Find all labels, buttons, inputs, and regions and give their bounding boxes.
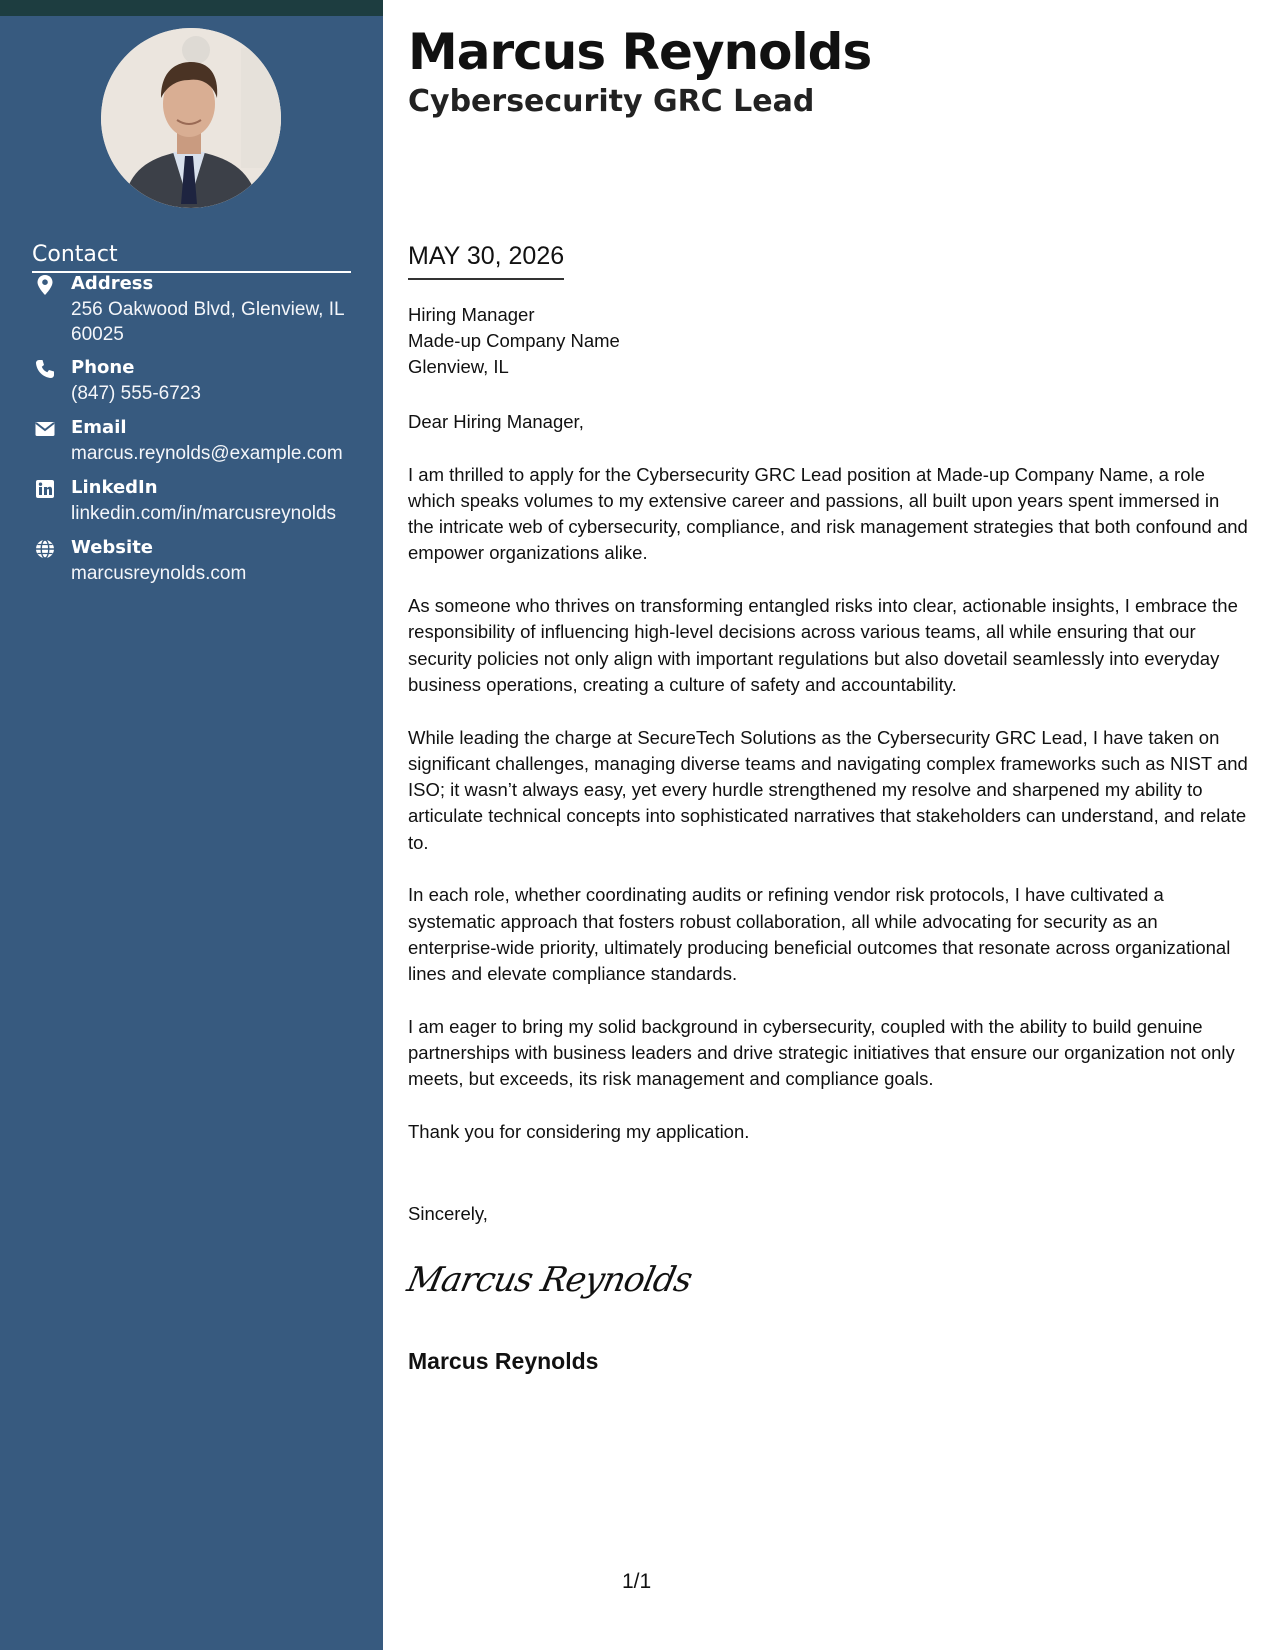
contact-label: Address [71, 273, 154, 294]
letter-paragraph: Thank you for considering my application. [408, 1121, 750, 1143]
letter-date: MAY 30, 2026 [408, 240, 564, 280]
recipient-block [408, 302, 620, 380]
signature: Marcus Reynolds [403, 1260, 696, 1300]
contact-label: Email [71, 417, 127, 438]
phone-value: (847) 555-6723 [71, 383, 201, 404]
applicant-name: Marcus Reynolds [408, 23, 872, 81]
top-accent-bar [0, 0, 383, 16]
contact-heading: Contact [32, 242, 118, 267]
letter-content [408, 409, 1248, 1172]
sidebar [0, 16, 383, 1650]
globe-icon [34, 538, 56, 560]
applicant-title: Cybersecurity GRC Lead [408, 84, 815, 119]
recipient-line: Glenview, IL [408, 356, 509, 377]
page-number: 1/1 [622, 1570, 652, 1593]
signer-name: Marcus Reynolds [408, 1348, 599, 1374]
email-value[interactable]: marcus.reynolds@example.com [71, 443, 343, 464]
contact-label: Phone [71, 357, 135, 378]
envelope-icon [34, 418, 56, 440]
recipient-line: Hiring Manager [408, 304, 535, 325]
linkedin-value[interactable]: linkedin.com/in/marcusreynolds [71, 503, 337, 524]
salutation: Dear Hiring Manager, [408, 411, 584, 432]
letter-paragraph: I am eager to bring my solid background in cybersecurity, coupled with the ability to build genuine partnerships with business leaders and drive strategic initiatives that ensure our organization not only meets, but exceeds, its risk management and compliance goals. [408, 1015, 1235, 1090]
letter-paragraph: I am thrilled to apply for the Cybersecurity GRC Lead position at Made-up Company Name, a role which speaks volumes to my extensive career and passions, all built upon years spent immersed in the intricate web of cybersecurity, compliance, and risk management strategies that both confound and empower organizations alike. [408, 463, 1248, 564]
linkedin-icon [34, 478, 56, 500]
phone-icon [34, 358, 56, 380]
letter-paragraph: As someone who thrives on transforming entangled risks into clear, actionable insights, I embrace the responsibility of influencing high-level decisions across various teams, all while ensuring that our security policies not only align with important regulations but also dovetail seamlessly into everyday business operations, creating a culture of safety and accountability. [408, 595, 1238, 695]
website-value[interactable]: marcusreynolds.com [71, 563, 247, 584]
map-pin-icon [34, 274, 56, 296]
closing: Sincerely, [408, 1203, 488, 1224]
letter-paragraph: While leading the charge at SecureTech Solutions as the Cybersecurity GRC Lead, I have taken on significant challenges, managing diverse teams and navigating complex frameworks such as NIST and ISO; it wasn’t always easy, yet every hurdle strengthened my resolve and sharpened my ability to articulate technical concepts into sophisticated narratives that stakeholders can understand, and relate to. [408, 726, 1248, 853]
contact-label: Website [71, 537, 154, 558]
address-value: 256 Oakwood Blvd, Glenview, IL 60025 [71, 299, 344, 345]
person-icon [101, 28, 281, 208]
letter-paragraph: In each role, whether coordinating audits or refining vendor risk protocols, I have cultivated a systematic approach that fosters robust collaboration, all while advocating for security as an enterprise-wide priority, ultimately producing beneficial outcomes that resonate across organizational lines and elevate compliance standards. [408, 884, 1231, 985]
contact-label: LinkedIn [71, 477, 158, 498]
profile-photo [101, 28, 281, 208]
recipient-line: Made-up Company Name [408, 330, 620, 351]
